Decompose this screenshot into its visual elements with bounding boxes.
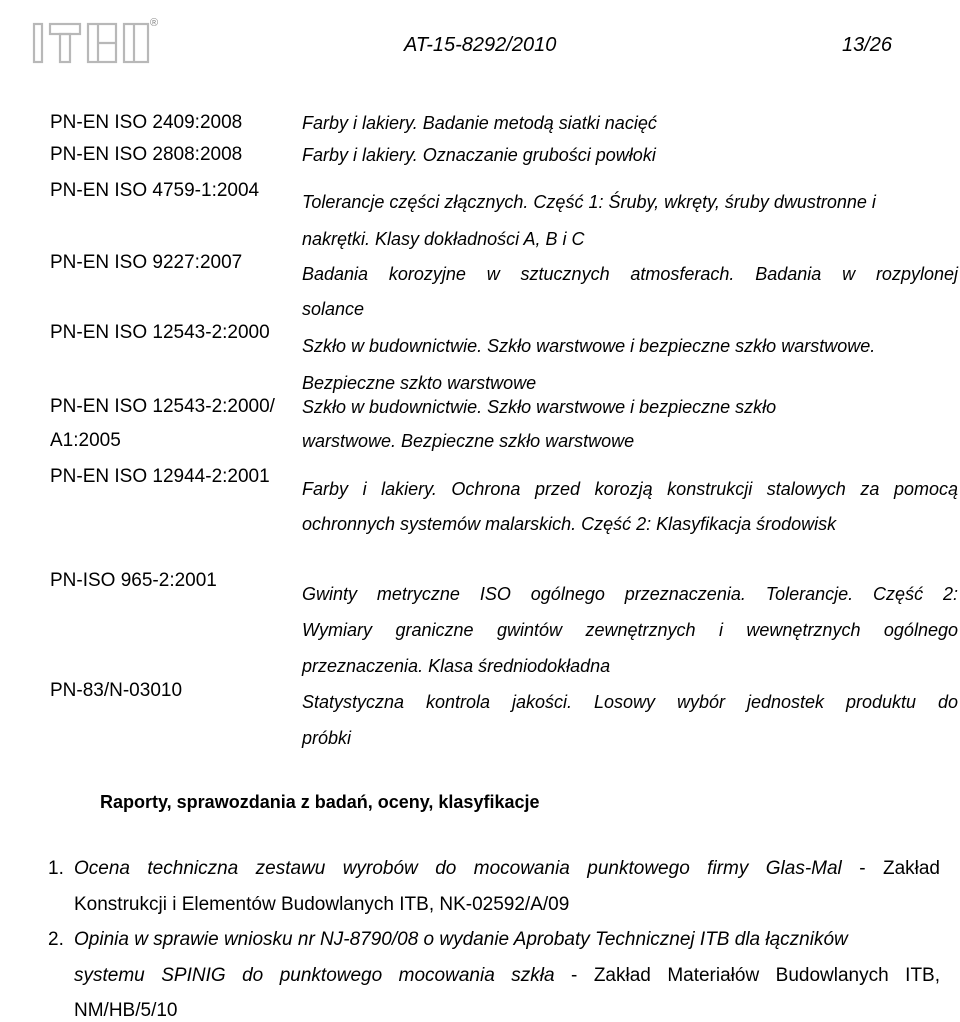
standard-description: ochronnych systemów malarskich. Część 2: Klasyfikacja środowisk — [302, 514, 837, 534]
reference-source: - Zakład Materiałów Budowlanych ITB, — [554, 965, 940, 986]
reference-line — [74, 858, 940, 880]
standard-description: Gwinty metryczne ISO ogólnego przeznaczenia. Tolerancje. Część 2: — [302, 584, 958, 604]
standard-code: PN-ISO 965-2:2001 — [50, 570, 217, 591]
standard-description: warstwowe. Bezpieczne szkło warstwowe — [302, 431, 635, 451]
standard-description: Farby i lakiery. Ochrona przed korozją konstrukcji stalowych za pomocą — [302, 479, 958, 499]
reference-line: Konstrukcji i Elementów Budowlanych ITB, NK-02592/A/09 — [74, 894, 570, 915]
standard-description: Bezpieczne szkto warstwowe — [302, 373, 537, 393]
itb-logo — [32, 14, 162, 66]
reference-line — [74, 965, 940, 987]
standard-code: PN-EN ISO 2808:2008 — [50, 144, 243, 165]
standard-code: PN-83/N-03010 — [50, 680, 183, 701]
reference-source: - Zakład — [841, 858, 940, 879]
standard-description: przeznaczenia. Klasa średniodokładna — [302, 656, 611, 676]
reference-title: systemu SPINIG do punktowego mocowania szkła — [74, 965, 555, 986]
standard-description: nakrętki. Klasy dokładności A, B i C — [302, 229, 585, 249]
registered-mark: ® — [150, 17, 159, 29]
standard-description: solance — [302, 299, 365, 319]
standard-description: Statystyczna kontrola jakości. Losowy wybór jednostek produktu do — [302, 692, 958, 712]
reference-title: Opinia w sprawie wniosku nr NJ-8790/08 o wydanie Aprobaty Technicznej ITB dla łączników — [74, 929, 848, 950]
document-code: AT-15-8292/2010 — [404, 34, 557, 56]
reference-title: Ocena techniczna zestawu wyrobów do mocowania punktowego firmy Glas-Mal — [74, 858, 842, 879]
standard-code: PN-EN ISO 2409:2008 — [50, 112, 243, 133]
standard-description: Szkło w budownictwie. Szkło warstwowe i bezpieczne szkło warstwowe. — [302, 336, 876, 356]
standard-description: Farby i lakiery. Oznaczanie grubości powłoki — [302, 145, 656, 165]
standard-code: PN-EN ISO 12543-2:2000/ — [50, 396, 275, 417]
standard-description: Farby i lakiery. Badanie metodą siatki nacięć — [302, 113, 657, 133]
page-number: 13/26 — [842, 34, 893, 56]
standard-description: próbki — [302, 728, 352, 748]
standard-code: A1:2005 — [50, 430, 121, 451]
reference-number: 1. — [48, 858, 64, 879]
section-title: Raporty, sprawozdania z badań, oceny, klasyfikacje — [100, 792, 540, 812]
standard-code: PN-EN ISO 9227:2007 — [50, 252, 243, 273]
standard-description: Szkło w budownictwie. Szkło warstwowe i bezpieczne szkło — [302, 397, 777, 417]
standard-description: Wymiary graniczne gwintów zewnętrznych i wewnętrznych ogólnego — [302, 620, 958, 640]
standard-code: PN-EN ISO 12944-2:2001 — [50, 466, 270, 487]
standard-code: PN-EN ISO 12543-2:2000 — [50, 322, 270, 343]
reference-number: 2. — [48, 929, 64, 950]
standard-description: Badania korozyjne w sztucznych atmosferach. Badania w rozpylonej — [302, 264, 958, 284]
standard-code: PN-EN ISO 4759-1:2004 — [50, 180, 260, 201]
reference-line: NM/HB/5/10 — [74, 1000, 178, 1021]
standard-description: Tolerancje części złącznych. Część 1: Śruby, wkręty, śruby dwustronne i — [302, 192, 876, 212]
